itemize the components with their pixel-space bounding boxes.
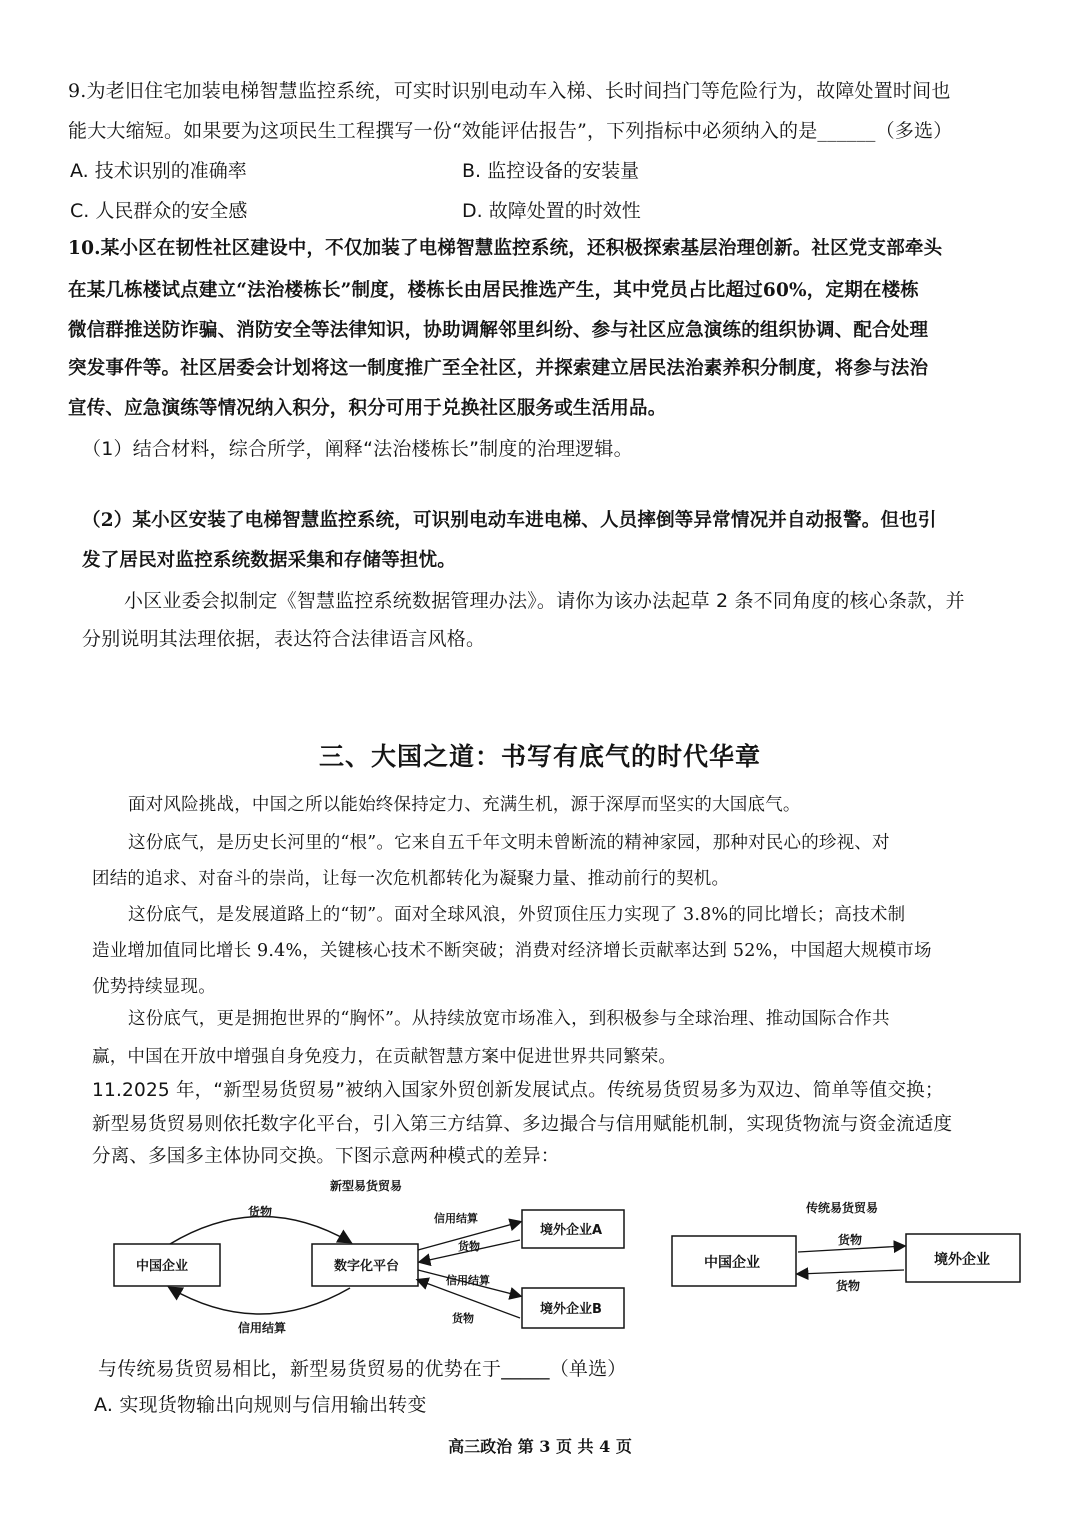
old-foreign-label: 境外企业 [934, 1252, 990, 1268]
q10-line: 在某几栋楼试点建立“法治楼栋长”制度，楼栋长由居民推选产生，其中党员占比超过60%，定期在楼栋 [68, 280, 920, 301]
foreign-a-label: 境外企业A [540, 1223, 603, 1238]
credit-label: 信用结算 [238, 1321, 287, 1335]
credit-label: 信用结算 [446, 1274, 490, 1287]
q9-option-c: C. 人民群众的安全感 [70, 200, 248, 222]
section3-paragraph: 这份底气，是历史长河里的“根”。它来自五千年文明未曾断流的精神家园，那种对民心的珍视、对 [128, 833, 890, 853]
credit-label: 信用结算 [434, 1212, 478, 1225]
q10-line: 10.某小区在韧性社区建设中，不仅加装了电梯智慧监控系统，还积极探索基层治理创新。社区党支部牵头 [68, 238, 943, 259]
q11-line: 分离、多国多主体协同交换。下图示意两种模式的差异： [92, 1146, 560, 1167]
q11-line: 11.2025 年，“新型易货贸易”被纳入国家外贸创新发展试点。传统易货贸易多为双边、简单等值交换； [92, 1080, 944, 1101]
goods-label: 货物 [458, 1240, 480, 1253]
goods-label: 货物 [452, 1312, 474, 1325]
section3-paragraph: 这份底气，是发展道路上的“韧”。面对全球风浪，外贸顶住压力实现了 3.8%的同比增长；高技术制 [128, 905, 906, 925]
q11-option-a: A. 实现货物输出向规则与信用输出转变 [94, 1394, 427, 1416]
platform-label: 数字化平台 [334, 1259, 400, 1274]
q11-line: 新型易货贸易则依托数字化平台，引入第三方结算、多边撮合与信用赋能机制，实现货物流与资金流适度 [92, 1114, 953, 1135]
q9-line2: 能大大缩短。如果要为这项民生工程撰写一份“效能评估报告”，下列指标中必须纳入的是______（多选） [68, 120, 953, 142]
q10-sub2-line: 小区业委会拟制定《智慧监控系统数据管理办法》。请你为该办法起草 2 条不同角度的核心条款，并 [124, 590, 965, 612]
q10-line: 微信群推送防诈骗、消防安全等法律知识，协助调解邻里纠纷、参与社区应急演练的组织协调、配合处理 [68, 320, 929, 341]
old-trade-title: 传统易货贸易 [806, 1201, 879, 1215]
q10-sub2-line: 分别说明其法理依据，表达符合法律语言风格。 [82, 628, 486, 650]
q10-sub2-line: （2）某小区安装了电梯智慧监控系统，可识别电动车进电梯、人员摔倒等异常情况并自动报警。但也引 [82, 510, 937, 531]
section3-paragraph: 赢，中国在开放中增强自身免疫力，在贡献智慧方案中促进世界共同繁荣。 [92, 1047, 677, 1067]
q9-option-d: D. 故障处置的时效性 [462, 200, 641, 222]
q11-question: 与传统易货贸易相比，新型易货贸易的优势在于_____（单选） [98, 1358, 627, 1380]
section-title: 三、大国之道：书写有底气的时代华章 [318, 742, 761, 771]
section3-paragraph: 优势持续显现。 [92, 977, 216, 997]
section3-paragraph: 团结的追求、对奋斗的崇尚，让每一次危机都转化为凝聚力量、推动前行的契机。 [92, 869, 730, 889]
q10-line: 突发事件等。社区居委会计划将这一制度推广至全社区，并探索建立居民法治素养积分制度，将参与法治 [68, 358, 929, 379]
q9-option-a: A. 技术识别的准确率 [70, 160, 247, 182]
q10-line: 宣传、应急演练等情况纳入积分，积分可用于兑换社区服务或生活用品。 [68, 398, 667, 419]
section3-paragraph: 造业增加值同比增长 9.4%，关键核心技术不断突破；消费对经济增长贡献率达到 52%，中国超大规模市场 [92, 941, 932, 961]
section3-paragraph: 这份底气，更是拥抱世界的“胸怀”。从持续放宽市场准入，到积极参与全球治理、推动国际合作共 [128, 1009, 890, 1029]
q10-sub2-line: 发了居民对监控系统数据采集和存储等担忧。 [82, 550, 457, 571]
goods-label: 货物 [838, 1233, 863, 1247]
barter-trade-diagram [100, 1170, 1030, 1340]
section3-paragraph: 面对风险挑战，中国之所以能始终保持定力、充满生机，源于深厚而坚实的大国底气。 [128, 795, 801, 815]
old-china-label: 中国企业 [704, 1255, 760, 1271]
new-trade-title: 新型易货贸易 [330, 1179, 403, 1193]
credit-arrow [170, 1288, 350, 1314]
goods-arrow [170, 1216, 350, 1244]
goods-arrow [798, 1270, 904, 1274]
goods-label: 货物 [836, 1279, 861, 1293]
new-china-label: 中国企业 [136, 1259, 189, 1274]
q9-line1: 9.为老旧住宅加装电梯智慧监控系统，可实时识别电动车入梯、长时间挡门等危险行为，故障处置时间也 [68, 80, 951, 102]
foreign-b-label: 境外企业B [540, 1302, 602, 1317]
page-footer: 高三政治 第 3 页 共 4 页 [448, 1437, 632, 1456]
goods-label: 货物 [248, 1205, 273, 1219]
q9-option-b: B. 监控设备的安装量 [462, 160, 640, 182]
q10-sub1: （1）结合材料，综合所学，阐释“法治楼栋长”制度的治理逻辑。 [82, 438, 633, 460]
